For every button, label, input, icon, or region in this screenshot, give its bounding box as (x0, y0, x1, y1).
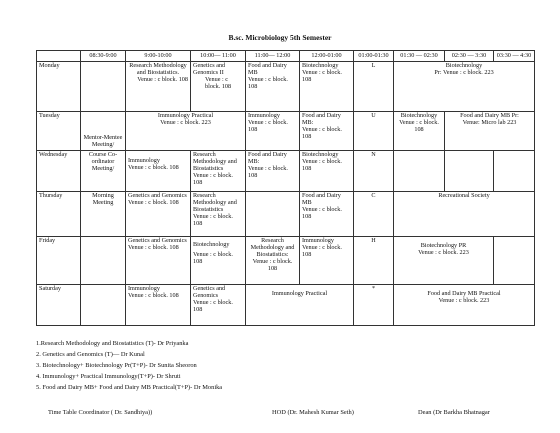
time-header: 03:30 — 4:30 (494, 51, 535, 62)
class-cell (126, 237, 191, 285)
subject: Food and Dairy MB Practical (427, 290, 501, 297)
venue: Venue : c block. 223 (160, 118, 211, 126)
empty-cell (81, 62, 126, 112)
venue: Venue : c block. 108 (128, 198, 179, 206)
first-slot-text: Course Co-ordinator Meeting/ (88, 151, 118, 172)
subject: Biotechnology (400, 112, 438, 119)
venue: Venue : c block. 108 (193, 250, 233, 265)
empty-cell (246, 192, 300, 237)
class-cell (246, 237, 300, 285)
lunch-letter: * (354, 285, 394, 326)
note-item: 3. Biotechnology+ Biotechnology Pr(T+P)- Dr Sunita Sheoron (36, 362, 197, 369)
subject: Genetics and Genomics (128, 237, 187, 244)
time-header: 01:30 — 02:30 (394, 51, 445, 62)
faculty-notes (36, 338, 222, 393)
class-cell (191, 62, 246, 112)
subject: Research Methodology and Biostatistics (193, 151, 237, 172)
class-cell (126, 62, 191, 112)
subject: Research Methodology and Biostatistics (193, 192, 237, 213)
class-cell (126, 285, 191, 326)
empty-cell (445, 151, 494, 192)
subject: Research Methodology and Biostatistics: (250, 237, 295, 258)
subject: Genetics and Genomics (128, 192, 187, 199)
day-label: Tuesday (37, 112, 81, 151)
class-cell (126, 112, 246, 151)
venue: Venue : c block. 223 (418, 248, 469, 256)
signature-coordinator: Time Table Coordinator ( Dr. Sandhiya)) (48, 409, 153, 416)
subject: Biotechnology (193, 241, 230, 248)
venue: Venue : c block. 108 (302, 125, 342, 140)
subject: Immunology (302, 237, 334, 244)
class-cell (246, 62, 300, 112)
note-item: 4. Immunology+ Practical Immunology(T+P)- Dr Shruti (36, 373, 181, 380)
note-item: 5. Food and Dairy MB+ Food and Dairy MB Practical(T+P)- Dr Monika (36, 384, 223, 391)
class-cell (394, 237, 494, 285)
subject: Genetics and Genomics II (193, 62, 226, 76)
lunch-letter: L (354, 62, 394, 112)
class-cell (300, 112, 354, 151)
lunch-letter: N (354, 151, 394, 192)
class-cell (394, 112, 445, 151)
day-label: Friday (37, 237, 81, 285)
note-item: 2. Genetics and Genomics (T)— Dr Kunal (36, 351, 145, 358)
venue: Venue : c block. 108 (193, 171, 233, 186)
class-cell (246, 151, 300, 192)
class-cell (191, 237, 246, 285)
venue: Venue : c block. 108 (193, 298, 233, 313)
subject: Food and Dairy MB (248, 62, 287, 76)
subject: Research Methodology and Biostatistics. (129, 62, 187, 76)
time-header: 11:00— 12:00 (246, 51, 300, 62)
first-slot-cell (81, 151, 126, 192)
venue: Venue : c block. 108 (193, 212, 233, 227)
empty-cell (394, 151, 445, 192)
empty-cell (494, 151, 535, 192)
venue: Venue : c block. 108 (302, 243, 342, 258)
class-cell (191, 285, 246, 326)
signature-hod: HOD (Dr. Mahesh Kumar Seth) (272, 409, 354, 416)
venue: Venue : c block. 108 (302, 157, 342, 172)
class-cell (300, 192, 354, 237)
day-label: Thursday (37, 192, 81, 237)
empty-cell (494, 237, 535, 285)
class-cell (300, 237, 354, 285)
class-cell (191, 151, 246, 192)
class-cell (126, 192, 191, 237)
subject: Biotechnology (445, 62, 483, 69)
subject: Immunology (248, 112, 280, 119)
lunch-letter: U (354, 112, 394, 151)
day-label: Monday (37, 62, 81, 112)
day-row-wednesday (37, 151, 535, 192)
venue: Venue : c block. 108 (252, 257, 293, 272)
lunch-letter: C (354, 192, 394, 237)
day-label: Saturday (37, 285, 81, 326)
timetable-title: B.sc. Microbiology 5th Semester (228, 33, 332, 42)
time-header: 12:00-01:00 (300, 51, 354, 62)
venue: Venue : c block. 108 (399, 118, 439, 133)
first-slot-text: Morning Meeting (92, 192, 114, 206)
class-cell (246, 112, 300, 151)
venue: Venue : c block. 223 (438, 296, 490, 304)
class-cell (445, 112, 535, 151)
time-header: 9:00-10:00 (126, 51, 191, 62)
class-cell (126, 151, 191, 192)
first-slot-cell (81, 112, 126, 151)
venue: Venue : c block. 108 (302, 68, 342, 83)
class-cell (394, 62, 535, 112)
first-slot-text: Mentor-Mentee Meeting/ (83, 134, 123, 149)
subject: Food and Dairy MB: (302, 112, 341, 126)
first-slot-cell (81, 192, 126, 237)
note-item: 1.Research Methodology and Biostatistics (T)- Dr Priyanka (36, 340, 189, 347)
class-cell (246, 285, 354, 326)
day-label: Wednesday (37, 151, 81, 192)
timetable (36, 50, 535, 326)
subject: Genetics and Genomics (193, 285, 226, 299)
subject: Food and Dairy MB (302, 192, 341, 206)
day-row-friday (37, 237, 535, 285)
class-cell (300, 62, 354, 112)
subject: Biotechnology PR (420, 242, 467, 249)
corner-cell (37, 51, 81, 62)
venue: Venue : c block. 108 (137, 75, 188, 83)
venue: Venue : c block. 108 (248, 75, 288, 90)
venue: Venue : c block. 108 (128, 243, 179, 251)
venue: Venue : c block. 108 (128, 163, 179, 171)
class-cell (191, 192, 246, 237)
subject: Immunology (128, 157, 160, 164)
day-row-thursday (37, 192, 535, 237)
time-header: 01:00-01:30 (354, 51, 394, 62)
class-cell (394, 192, 535, 237)
venue: Pr: Venue : c block. 223 (434, 68, 494, 76)
venue: Venue : c block. 108 (248, 118, 288, 133)
subject: Immunology Practical (157, 112, 214, 119)
time-header: 10:00— 11:00 (191, 51, 246, 62)
subject: Immunology Practical (271, 290, 328, 297)
venue: Venue : c block. 108 (205, 75, 232, 90)
class-cell (394, 285, 535, 326)
empty-cell (81, 237, 126, 285)
subject: Food and Dairy MB: (248, 151, 287, 165)
day-row-tuesday (37, 112, 535, 151)
lunch-letter: H (354, 237, 394, 285)
day-row-monday (37, 62, 535, 112)
signature-dean: Dean (Dr Barkha Bhatnagar (418, 409, 490, 416)
venue: Venue : c block. 108 (248, 164, 288, 179)
empty-cell (81, 285, 126, 326)
subject: Immunology (128, 285, 160, 292)
subject: Biotechnology (302, 151, 339, 158)
class-cell (300, 151, 354, 192)
venue: Venue : c block. 108 (302, 205, 342, 220)
venue: Venue: Micro lab 223 (462, 118, 517, 126)
time-header: 08:30-9:00 (81, 51, 126, 62)
day-row-saturday (37, 285, 535, 326)
subject: Biotechnology (302, 62, 339, 69)
subject: Recreational Society (438, 192, 490, 199)
time-header: 02:30 — 3:30 (445, 51, 494, 62)
subject: Food and Dairy MB Pr: (460, 112, 519, 119)
venue: Venue : c block. 108 (128, 291, 179, 299)
header-row (37, 51, 535, 62)
